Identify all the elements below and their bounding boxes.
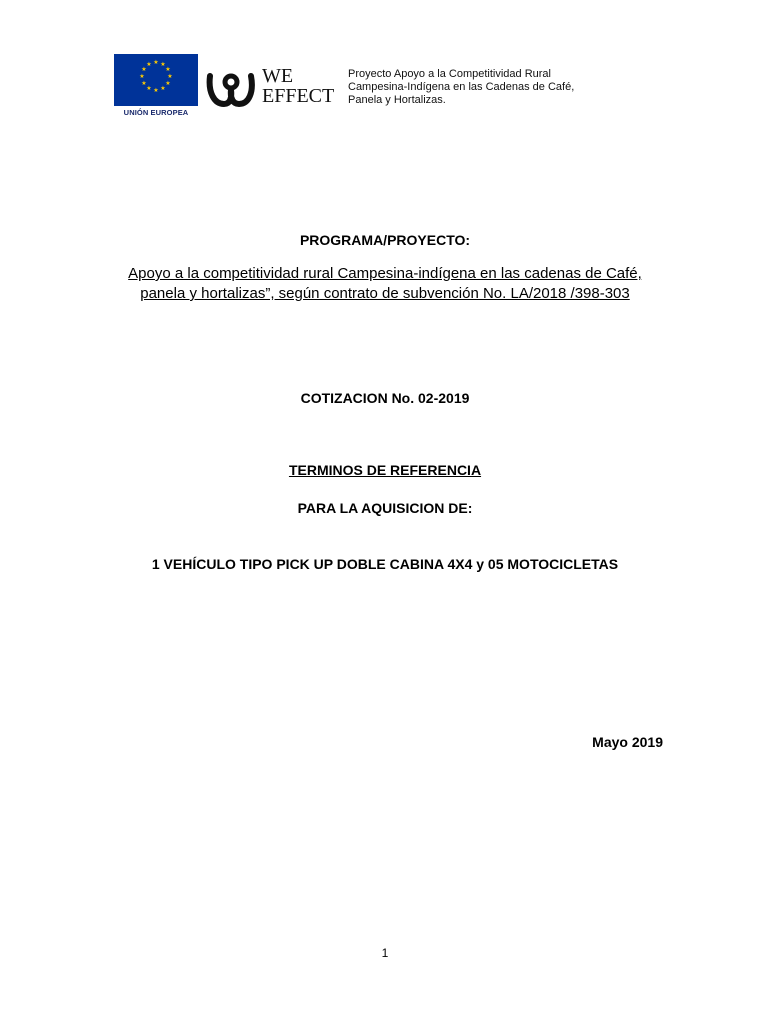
header-project-line2: Campesina-Indígena en las Cadenas de Café,: [348, 81, 575, 93]
svg-text:★: ★: [160, 62, 166, 68]
svg-text:★: ★: [153, 88, 159, 94]
header-project-line1: Proyecto Apoyo a la Competitividad Rural: [348, 68, 551, 80]
page-number: 1: [381, 946, 389, 960]
we-effect-line2: EFFECT: [262, 85, 335, 107]
svg-text:★: ★: [153, 60, 159, 66]
svg-text:★: ★: [165, 67, 171, 73]
cotizacion-number: COTIZACION No. 02-2019: [300, 390, 470, 406]
svg-text:★: ★: [141, 81, 147, 87]
we-effect-symbol-icon: [206, 68, 256, 108]
eu-logo-caption: UNIÓN EUROPEA: [123, 108, 189, 117]
header-project-line3: Panela y Hortalizas.: [348, 94, 446, 106]
svg-text:★: ★: [139, 74, 145, 80]
we-effect-wordmark: [262, 66, 334, 106]
we-effect-logo: [206, 66, 342, 110]
terminos-heading: TERMINOS DE REFERENCIA: [288, 462, 482, 478]
document-date: Mayo 2019: [592, 734, 663, 750]
svg-text:★: ★: [146, 62, 152, 68]
eu-logo: [114, 54, 198, 120]
svg-text:★: ★: [146, 86, 152, 92]
eu-flag-icon: [114, 54, 198, 106]
aquisicion-heading: PARA LA AQUISICION DE:: [297, 500, 473, 516]
program-label: PROGRAMA/PROYECTO:: [299, 232, 471, 248]
vehiculo-description: 1 VEHÍCULO TIPO PICK UP DOBLE CABINA 4X4 y 05 MOTOCICLETAS: [151, 556, 619, 572]
program-description-line1: Apoyo a la competitividad rural Campesina-indígena en las cadenas de Café,: [128, 265, 642, 282]
program-description: [0, 264, 770, 304]
svg-text:★: ★: [167, 74, 173, 80]
we-effect-line1: WE: [262, 65, 294, 87]
svg-text:★: ★: [165, 81, 171, 87]
header-project-title: [348, 68, 574, 107]
svg-text:★: ★: [160, 86, 166, 92]
svg-text:★: ★: [141, 67, 147, 73]
program-description-line2: panela y hortalizas”, según contrato de subvención No. LA/2018 /398-303: [140, 285, 630, 302]
